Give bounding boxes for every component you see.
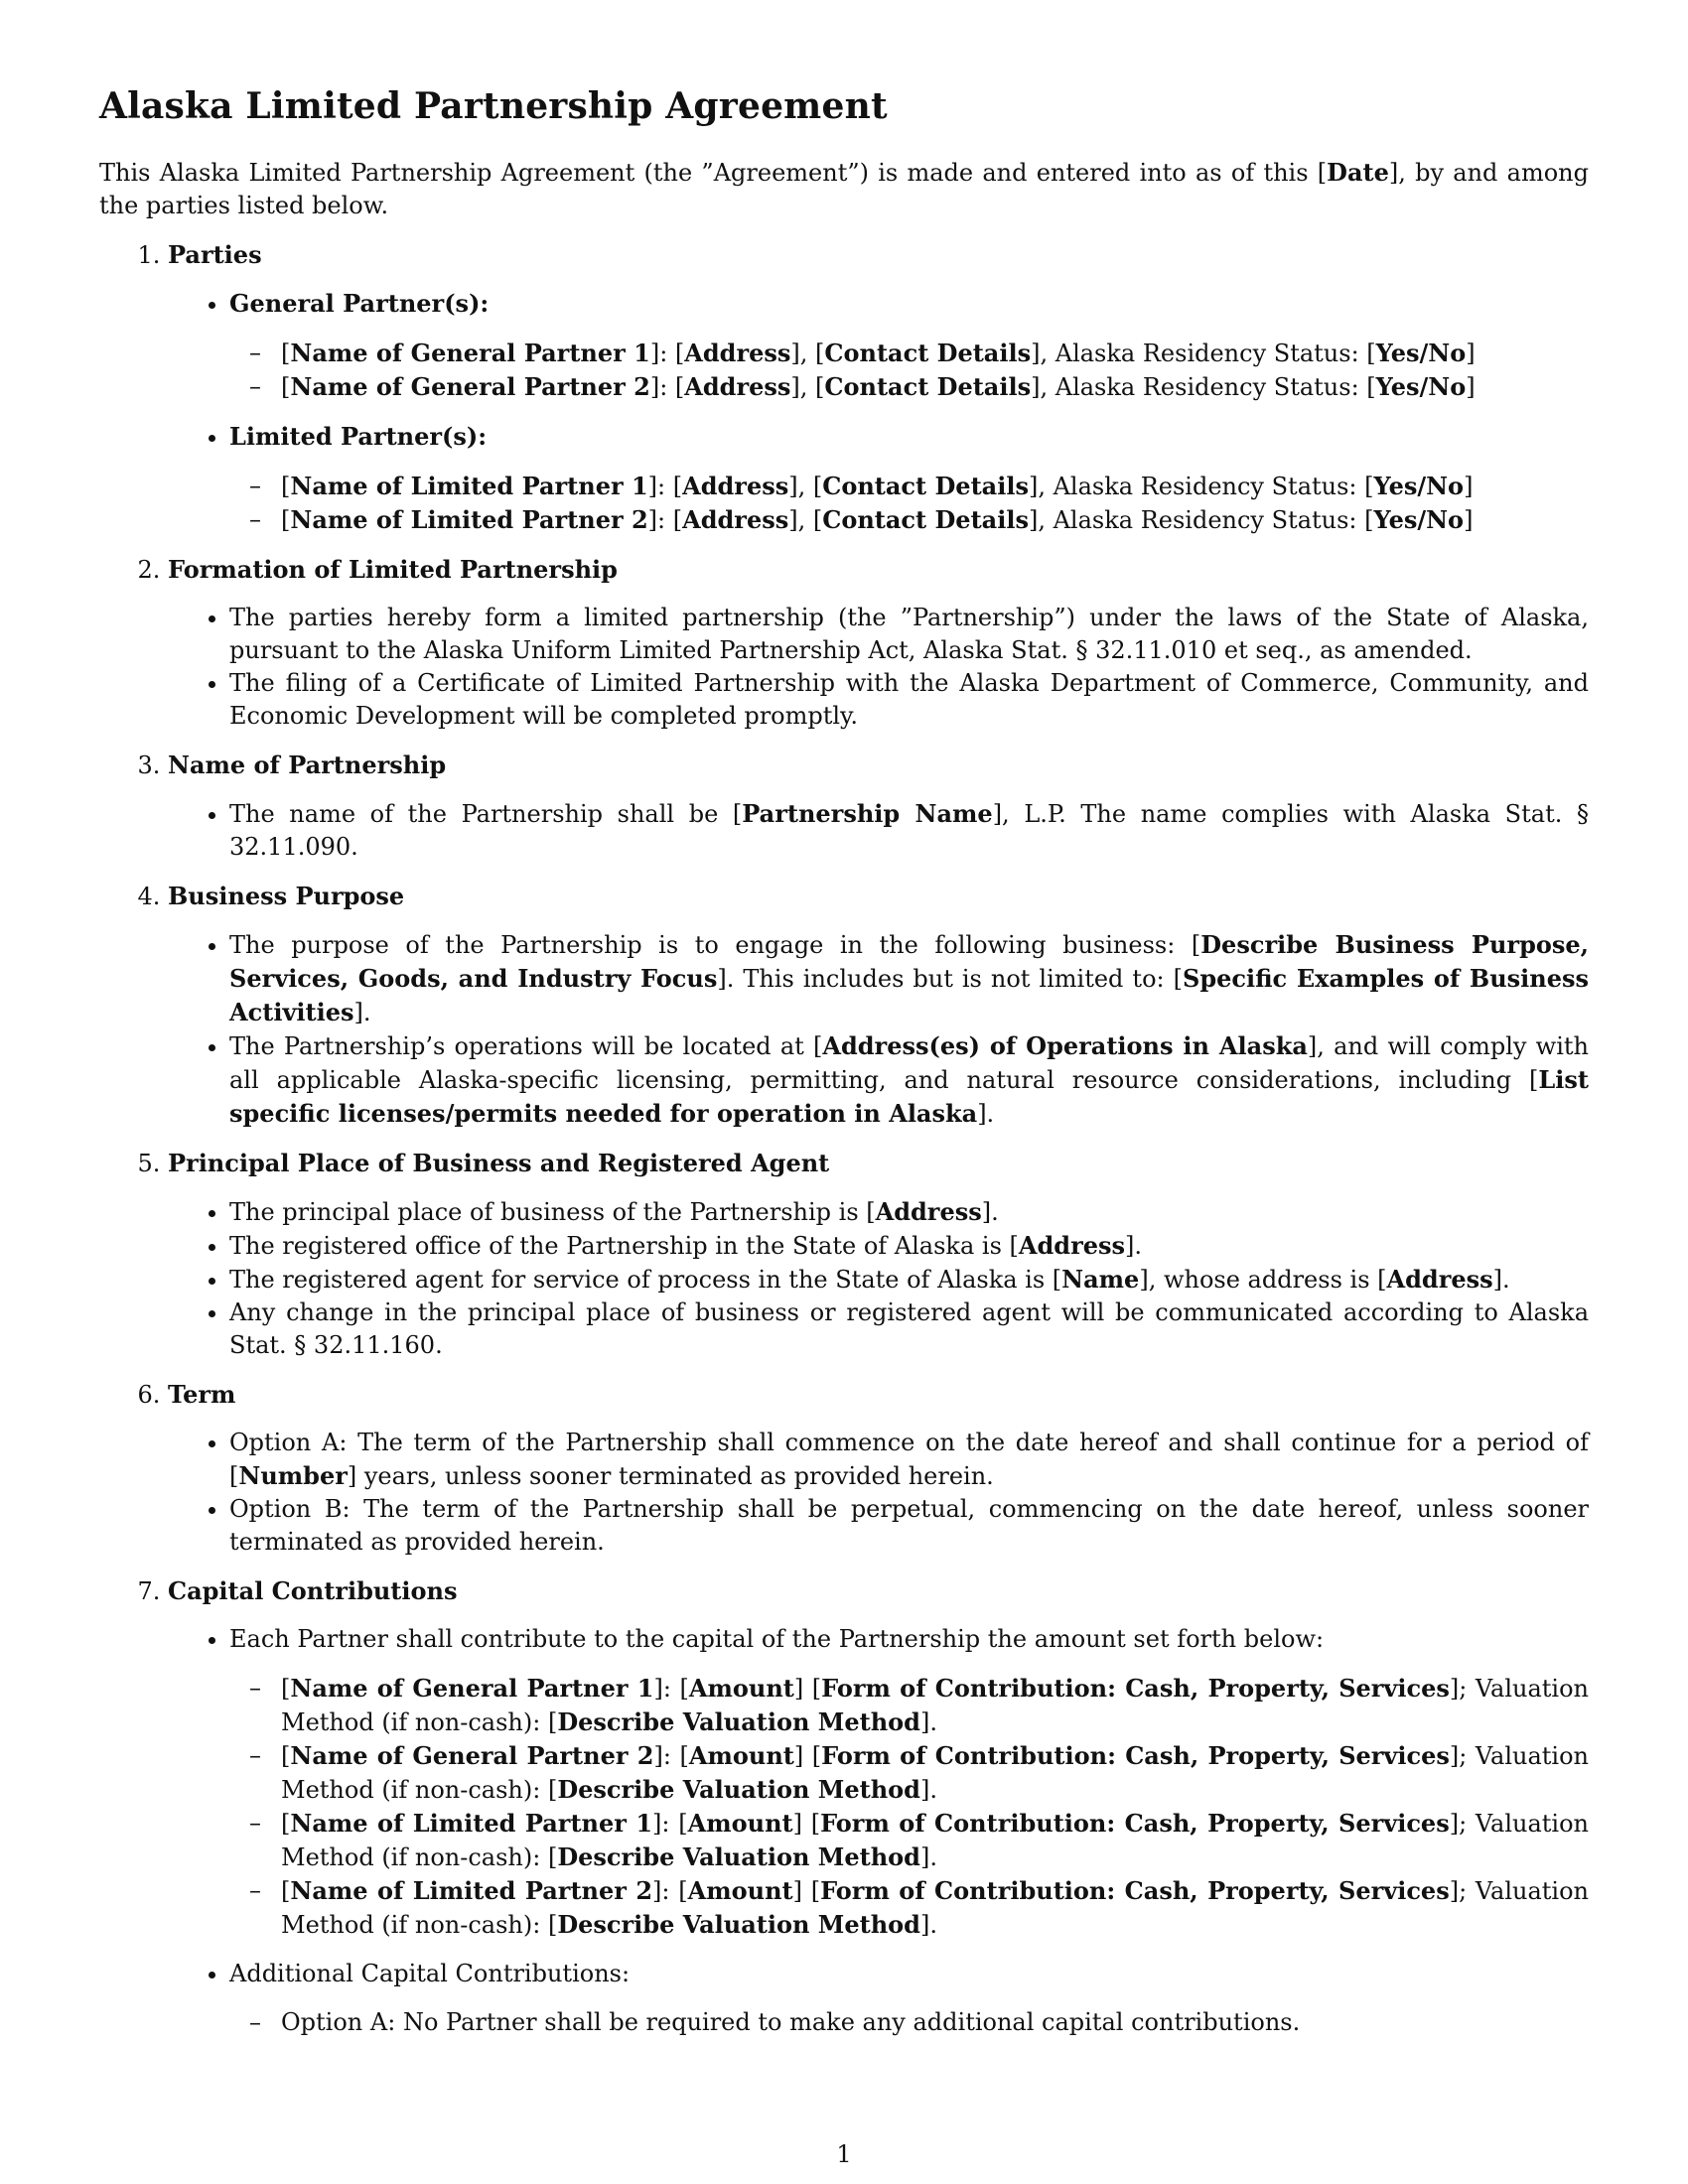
additional-contributions: • Additional Capital Contributions: – Option A: No Partner shall be required to make any additional capital contributions. xyxy=(229,1958,1589,2039)
section-term xyxy=(168,1378,1589,1559)
list-item: • The Partnership’s operations will be located at [Address(es) of Operations in Alaska], and will comply with all applicable Alaska-specific licensing, permitting, and natural resource considerations, including [List specific licenses/permits needed for operation in Alaska]. xyxy=(229,1029,1589,1131)
sections-list xyxy=(99,238,1589,2039)
section-purpose xyxy=(168,880,1589,1131)
intro-paragraph: This Alaska Limited Partnership Agreement (the ”Agreement”) is made and entered into as of this [Date], by and among the parties listed below. xyxy=(99,158,1590,220)
list-item: – [Name of General Partner 2]: [Amount] [Form of Contribution: Cash, Property, Services]; Valuation Method (if non-cash): [Describe Valuation Method]. xyxy=(281,1739,1589,1807)
list-item: – [Name of Limited Partner 2]: [Amount] [Form of Contribution: Cash, Property, Services]; Valuation Method (if non-cash): [Describe Valuation Method]. xyxy=(281,1874,1589,1942)
list-item: – [Name of Limited Partner 1]: [Amount] [Form of Contribution: Cash, Property, Services]; Valuation Method (if non-cash): [Describe Valuation Method]. xyxy=(281,1807,1589,1874)
section-title: 3. Name of Partnership xyxy=(168,751,447,780)
general-partners: • General Partner(s): – [Name of General Partner 1]: [Address], [Contact Details], Alaska Residency Status: [Yes/No] – [Name of General Partner 2]: [Address], [Contact Details], Alaska Residency Status: [Yes/No] xyxy=(229,287,1589,404)
section-title: 6. Term xyxy=(168,1380,236,1410)
section-name xyxy=(168,749,1589,864)
list-item: • The principal place of business of the Partnership is [Address]. xyxy=(229,1195,1589,1229)
list-item: – [Name of General Partner 2]: [Address], [Contact Details], Alaska Residency Status: [Yes/No] xyxy=(281,370,1589,404)
section-formation xyxy=(168,553,1589,733)
page-number: 1 xyxy=(836,2140,852,2168)
document-title: Alaska Limited Partnership Agreement xyxy=(99,85,888,127)
limited-partners: • Limited Partner(s): – [Name of Limited Partner 1]: [Address], [Contact Details], Alaska Residency Status: [Yes/No] – [Name of Limited Partner 2]: [Address], [Contact Details], Alaska Residency Status: [Yes/No] xyxy=(229,420,1589,537)
section-parties xyxy=(168,238,1589,537)
section-principal-place xyxy=(168,1147,1589,1362)
section-title: 4. Business Purpose xyxy=(168,882,405,911)
list-item: • The filing of a Certificate of Limited Partnership with the Alaska Department of Commerce, Community, and Economic Development will be completed promptly. xyxy=(229,667,1589,733)
list-item: • The registered agent for service of process in the State of Alaska is [Name], whose address is [Address]. xyxy=(229,1263,1589,1297)
list-item: – [Name of Limited Partner 2]: [Address], [Contact Details], Alaska Residency Status: [Yes/No] xyxy=(281,503,1589,537)
list-item: • Any change in the principal place of business or registered agent will be communicated according to Alaska Stat. § 32.11.160. xyxy=(229,1297,1589,1362)
list-item: – [Name of Limited Partner 1]: [Address], [Contact Details], Alaska Residency Status: [Yes/No] xyxy=(281,470,1589,503)
list-item: – [Name of General Partner 1]: [Address], [Contact Details], Alaska Residency Status: [Yes/No] xyxy=(281,337,1589,370)
section-title: 1. Parties xyxy=(168,240,262,270)
list-item: • The purpose of the Partnership is to engage in the following business: [Describe Business Purpose, Services, Goods, and Industry Focus]. This includes but is not limited to: [Specific Examples of Business Activities]. xyxy=(229,928,1589,1029)
list-item: – Option A: No Partner shall be required to make any additional capital contributions. xyxy=(281,2006,1589,2039)
section-title: 5. Principal Place of Business and Registered Agent xyxy=(168,1149,830,1178)
section-title: 2. Formation of Limited Partnership xyxy=(168,555,618,585)
list-item: – [Name of General Partner 1]: [Amount] [Form of Contribution: Cash, Property, Services]; Valuation Method (if non-cash): [Describe Valuation Method]. xyxy=(281,1672,1589,1739)
list-item: • The registered office of the Partnership in the State of Alaska is [Address]. xyxy=(229,1229,1589,1263)
contribution-schedule: • Each Partner shall contribute to the capital of the Partnership the amount set forth below: – [Name of General Partner 1]: [Amount] [Form of Contribution: Cash, Property, Services]; Valuation Method (if non-cash): [Describe Valuation Method]. – [Name of General Partner 2]: [Amount] [Form of Contribution: Cash, Property, Services]; Valuation Method (if non-cash): [Describe Valuation Method]. – [Name of Limited Partner 1]: [Amount] [Form of Contribution: Cash, Property, Services]; Valuation Method (if non-cash): [Describe Valuation Method]. – [Name of Limited Partner 2]: [Amount] [Form of Contribution: Cash, Property, Services]; Valuation Method (if non-cash): [Describe Valuation Method]. xyxy=(229,1623,1589,1942)
section-capital xyxy=(168,1574,1589,2039)
list-item: • The parties hereby form a limited partnership (the ”Partnership”) under the laws of the State of Alaska, pursuant to the Alaska Uniform Limited Partnership Act, Alaska Stat. § 32.11.010 et seq., as amended. xyxy=(229,602,1589,667)
list-item: • Option B: The term of the Partnership shall be perpetual, commencing on the date hereof, unless sooner terminated as provided herein. xyxy=(229,1493,1589,1559)
list-item: • The name of the Partnership shall be [Partnership Name], L.P. The name complies with Alaska Stat. § 32.11.090. xyxy=(229,797,1589,864)
section-title: 7. Capital Contributions xyxy=(168,1576,458,1606)
list-item: • Option A: The term of the Partnership shall commence on the date hereof and shall continue for a period of [Number] years, unless sooner terminated as provided herein. xyxy=(229,1427,1589,1493)
